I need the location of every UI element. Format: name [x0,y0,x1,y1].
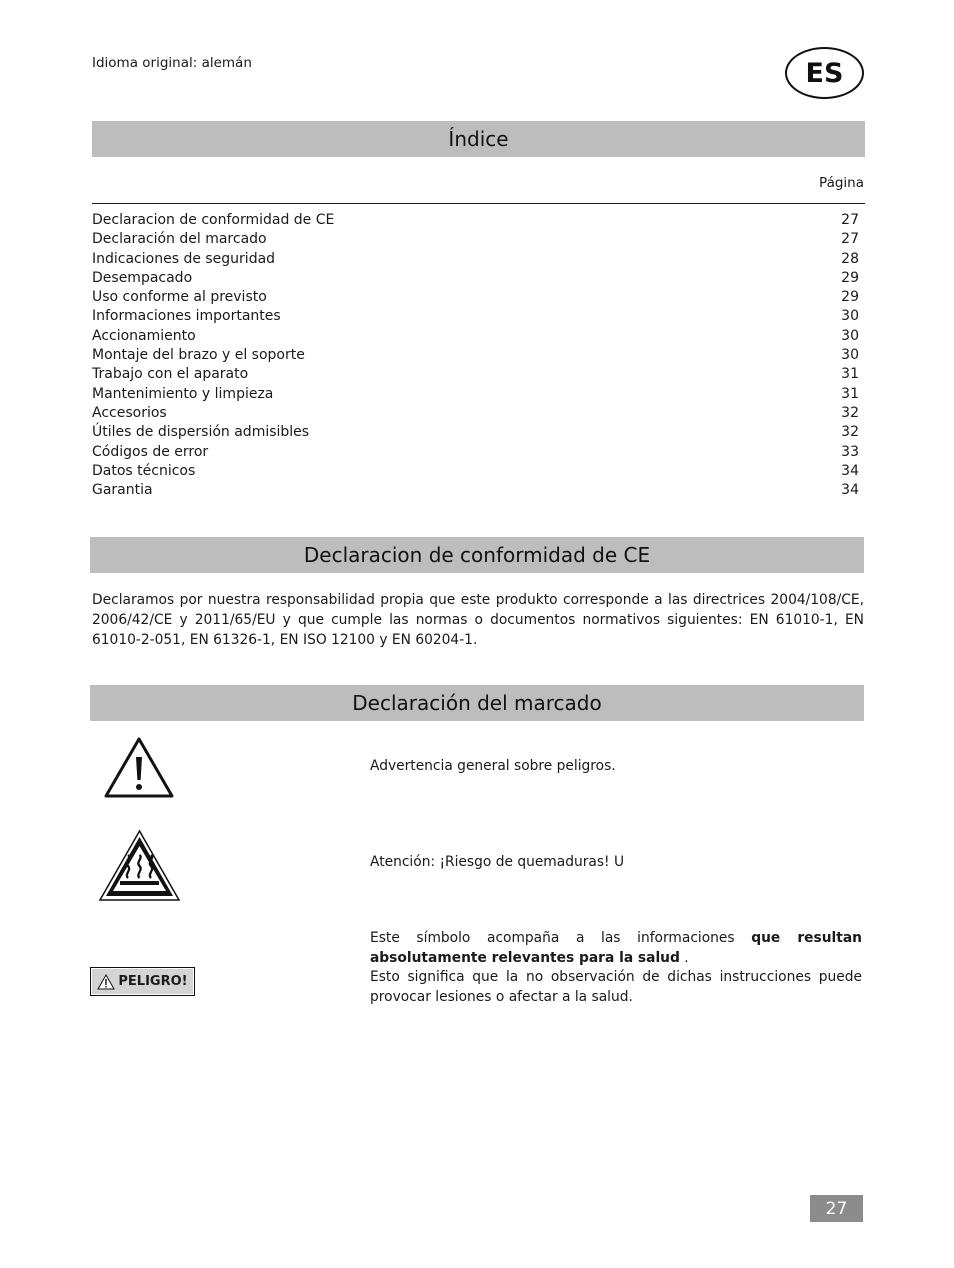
ce-declaration-text: Declaramos por nuestra responsabilidad propia que este produkto corresponde a las directrices 2004/108/CE, 2006/42/CE y 2011/65/EU y que cumple las normas o documentos normativos siguientes: EN 61010-1, EN 61010-2-051, EN 61326-1, EN ISO 12100 y EN 60204-1. [92,592,864,648]
toc-entry-title: Desempacado [92,269,193,286]
toc-entry-page: 33 [841,443,859,460]
toc-entry-title: Mantenimiento y limpieza [92,385,274,402]
danger-label-box [90,967,195,996]
original-language-note: Idioma original: alemán [92,55,252,71]
toc-entry [92,404,859,423]
divider [92,203,865,204]
toc-entry [92,462,859,481]
language-badge: ES [785,47,864,99]
danger-text-3: Esto significa que la no observación de dichas instrucciones puede provocar lesiones o afectar a la salud. [370,969,862,1005]
toc-entry [92,423,859,442]
toc-entry-page: 27 [841,212,859,228]
toc-entry-page: 32 [841,424,859,441]
toc-entry-page: 32 [841,404,859,421]
toc-entry-page: 31 [841,385,859,402]
general-warning-icon [103,736,175,799]
marking-heading: Declaración del marcado [90,685,864,721]
danger-text-1: Este símbolo acompaña a las informaciones [370,930,735,946]
toc-entry-page: 29 [841,269,859,286]
page-number: 27 [810,1195,863,1222]
toc-entry-title: Útiles de dispersión admisibles [92,424,310,441]
toc-entry-title: Declaracion de conformidad de CE [92,212,335,228]
toc-entry [92,269,859,288]
toc-entry [92,211,859,230]
toc-entry [92,443,859,462]
toc-entry-page: 28 [841,250,859,267]
toc-entry [92,481,859,500]
toc-entry [92,250,859,269]
danger-text-2: . [684,949,689,966]
toc-entry-page: 34 [841,482,859,499]
toc-entry-page: 27 [841,231,859,248]
toc-entry-title: Declaración del marcado [92,231,267,248]
toc-entry-page: 29 [841,289,859,306]
toc-entry-title: Informaciones importantes [92,308,281,325]
index-heading: Índice [92,121,865,157]
danger-label: PELIGRO! [118,974,188,989]
toc-entry-title: Accesorios [92,404,167,421]
toc-entry [92,346,859,365]
ce-declaration-heading: Declaracion de conformidad de CE [90,537,864,573]
danger-description [370,929,862,1007]
general-warning-text: Advertencia general sobre peligros. [370,758,616,774]
danger-text-bold: que resultan absolutamente relevantes para la salud [370,930,862,966]
toc-entry-title: Códigos de error [92,443,209,460]
burn-warning-text: Atención: ¡Riesgo de quemaduras! U [370,854,625,870]
toc-entry-page: 30 [841,308,859,325]
toc-entry-title: Uso conforme al previsto [92,289,267,306]
toc-entry-page: 30 [841,327,859,344]
toc-entry-page: 31 [841,366,859,383]
toc-entry-title: Trabajo con el aparato [92,366,249,383]
toc-entry [92,307,859,326]
toc-entry-title: Garantia [92,482,153,499]
table-of-contents [92,211,859,500]
toc-entry-title: Montaje del brazo y el soporte [92,347,305,364]
toc-entry [92,365,859,384]
page-column-label: Página [819,175,864,191]
hot-surface-icon [98,829,181,902]
toc-entry [92,385,859,404]
toc-entry-title: Indicaciones de seguridad [92,250,276,267]
toc-entry-title: Datos técnicos [92,462,196,479]
toc-entry [92,288,859,307]
warning-icon [97,974,115,990]
toc-entry [92,230,859,249]
toc-entry-page: 30 [841,347,859,364]
toc-entry [92,327,859,346]
toc-entry-title: Accionamiento [92,327,196,344]
toc-entry-page: 34 [841,462,859,479]
